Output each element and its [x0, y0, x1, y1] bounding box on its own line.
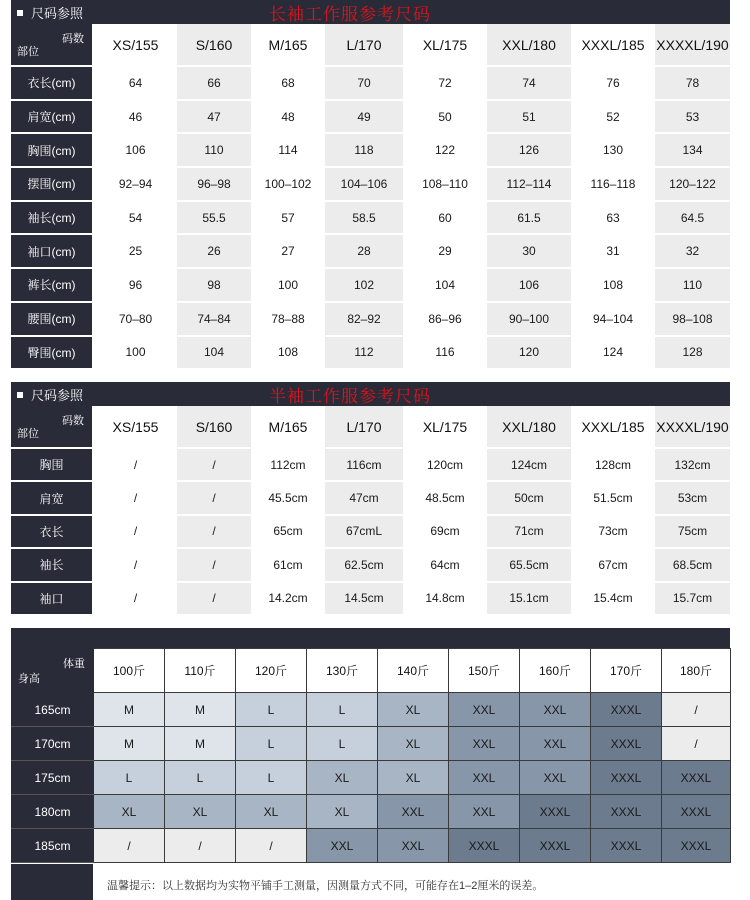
size-header: XXXL/185: [571, 406, 655, 448]
height-label: 170cm: [12, 727, 94, 761]
table-row: [11, 302, 730, 336]
row-label: 衣长: [11, 515, 93, 548]
row-label: 摆围(cm): [11, 167, 93, 201]
table-cell: 52: [571, 100, 655, 134]
table-cell: 94–104: [571, 302, 655, 336]
table-cell: 108: [251, 336, 325, 370]
table-cell: 50: [403, 100, 487, 134]
size-cell: XXXL: [520, 795, 591, 829]
table-row: [11, 582, 730, 615]
section-label: [17, 385, 83, 404]
size-cell: XL: [307, 795, 378, 829]
size-header: XXXXL/190: [655, 24, 730, 66]
long-sleeve-section-bar: [11, 0, 730, 24]
table-cell: 104: [403, 268, 487, 302]
table-row: [11, 234, 730, 268]
table-cell: 60: [403, 201, 487, 235]
height-label: 180cm: [12, 795, 94, 829]
weight-header: 160斤: [520, 649, 591, 693]
table-row: [11, 515, 730, 548]
table-cell: 70–80: [93, 302, 177, 336]
header-row: [11, 24, 730, 66]
table-row: [12, 693, 731, 727]
table-cell: 51: [487, 100, 571, 134]
weight-header: 100斤: [94, 649, 165, 693]
size-cell: L: [165, 761, 236, 795]
size-cell: M: [165, 693, 236, 727]
header-row: [11, 406, 730, 448]
table-cell: 116cm: [325, 448, 403, 481]
corner-cell: [11, 406, 93, 448]
row-label: 裤长(cm): [11, 268, 93, 302]
table-cell: 120: [487, 336, 571, 370]
square-bullet-icon: [17, 392, 23, 398]
table-cell: /: [93, 448, 177, 481]
table-cell: 47: [177, 100, 251, 134]
table-cell: 90–100: [487, 302, 571, 336]
table-cell: 68.5cm: [655, 548, 730, 581]
table-cell: 102: [325, 268, 403, 302]
table-cell: 130: [571, 133, 655, 167]
size-cell: /: [165, 829, 236, 863]
table-row: [11, 201, 730, 235]
table-cell: 122: [403, 133, 487, 167]
table-cell: 78: [655, 66, 730, 100]
section-label: [17, 3, 83, 22]
size-cell: XXL: [449, 727, 520, 761]
table-cell: 64cm: [403, 548, 487, 581]
separator-left: [11, 628, 93, 648]
height-label: 185cm: [12, 829, 94, 863]
size-cell: M: [94, 727, 165, 761]
table-cell: 120cm: [403, 448, 487, 481]
size-cell: XXXL: [662, 829, 731, 863]
row-label: 肩宽(cm): [11, 100, 93, 134]
size-cell: XXXL: [591, 727, 662, 761]
table-cell: /: [177, 448, 251, 481]
table-cell: 128: [655, 336, 730, 370]
table-cell: 15.7cm: [655, 582, 730, 615]
table-cell: /: [177, 548, 251, 581]
size-cell: XXXL: [591, 693, 662, 727]
table-cell: 26: [177, 234, 251, 268]
header-row: [12, 649, 731, 693]
size-header: XXXXL/190: [655, 406, 730, 448]
size-cell: XL: [165, 795, 236, 829]
size-cell: L: [94, 761, 165, 795]
size-cell: XXXL: [591, 829, 662, 863]
size-header: XXL/180: [487, 406, 571, 448]
separator-bar: [93, 628, 730, 648]
row-label: 袖口: [11, 582, 93, 615]
size-cell: XXXL: [662, 795, 731, 829]
table-row: [11, 481, 730, 514]
size-header: XL/175: [403, 406, 487, 448]
size-cell: XXL: [520, 693, 591, 727]
table-cell: 15.1cm: [487, 582, 571, 615]
table-row: [11, 336, 730, 370]
table-cell: 47cm: [325, 481, 403, 514]
short-sleeve-section-bar: [11, 382, 730, 406]
long-sleeve-size-table: [11, 24, 730, 370]
table-cell: /: [177, 515, 251, 548]
row-label: 袖长: [11, 548, 93, 581]
size-cell: /: [662, 727, 731, 761]
section-label-text: 尺码参照: [31, 6, 84, 21]
table-cell: 128cm: [571, 448, 655, 481]
size-cell: XXXL: [591, 761, 662, 795]
height-label: 165cm: [12, 693, 94, 727]
table-cell: /: [93, 481, 177, 514]
table-cell: 61cm: [251, 548, 325, 581]
size-cell: XXXL: [449, 829, 520, 863]
table-cell: 46: [93, 100, 177, 134]
table-cell: 132cm: [655, 448, 730, 481]
table-cell: 55.5: [177, 201, 251, 235]
table-cell: 82–92: [325, 302, 403, 336]
row-label: 臀围(cm): [11, 336, 93, 370]
table-cell: 27: [251, 234, 325, 268]
table-cell: 64: [93, 66, 177, 100]
corner-top-label: 码数: [62, 415, 84, 427]
size-cell: XL: [378, 727, 449, 761]
table-cell: 67cm: [571, 548, 655, 581]
table-cell: 124: [571, 336, 655, 370]
table-row: [12, 795, 731, 829]
table-row: [12, 727, 731, 761]
table-cell: 74: [487, 66, 571, 100]
size-cell: XL: [236, 795, 307, 829]
table-cell: 106: [93, 133, 177, 167]
table-cell: 118: [325, 133, 403, 167]
size-cell: XXL: [378, 795, 449, 829]
table-cell: 63: [571, 201, 655, 235]
weight-header: 150斤: [449, 649, 520, 693]
row-label: 胸围(cm): [11, 133, 93, 167]
size-header: S/160: [177, 24, 251, 66]
weight-header: 130斤: [307, 649, 378, 693]
table-cell: 69cm: [403, 515, 487, 548]
size-cell: XXL: [449, 693, 520, 727]
size-header: XL/175: [403, 24, 487, 66]
row-label: 腰围(cm): [11, 302, 93, 336]
table-cell: 45.5cm: [251, 481, 325, 514]
table-cell: 14.2cm: [251, 582, 325, 615]
size-header: L/170: [325, 24, 403, 66]
table-cell: 116: [403, 336, 487, 370]
table-cell: 74–84: [177, 302, 251, 336]
table-cell: 73cm: [571, 515, 655, 548]
table-cell: 29: [403, 234, 487, 268]
table-row: [11, 100, 730, 134]
table-cell: 92–94: [93, 167, 177, 201]
table-cell: 53: [655, 100, 730, 134]
table-cell: 104–106: [325, 167, 403, 201]
row-label: 袖口(cm): [11, 234, 93, 268]
size-cell: XXL: [520, 761, 591, 795]
short-sleeve-title: 半袖工作服参考尺码: [269, 387, 431, 406]
table-cell: 31: [571, 234, 655, 268]
table-cell: 98–108: [655, 302, 730, 336]
table-cell: 14.8cm: [403, 582, 487, 615]
table-row: [11, 167, 730, 201]
table-cell: 126: [487, 133, 571, 167]
table-cell: 65.5cm: [487, 548, 571, 581]
table-cell: 124cm: [487, 448, 571, 481]
table-cell: 66: [177, 66, 251, 100]
table-cell: 86–96: [403, 302, 487, 336]
table-cell: /: [177, 582, 251, 615]
table-cell: 100: [251, 268, 325, 302]
size-cell: XL: [378, 761, 449, 795]
size-cell: /: [236, 829, 307, 863]
table-cell: 96: [93, 268, 177, 302]
table-cell: 104: [177, 336, 251, 370]
table-cell: 108–110: [403, 167, 487, 201]
table-cell: /: [93, 582, 177, 615]
table-cell: 67cmL: [325, 515, 403, 548]
table-cell: 116–118: [571, 167, 655, 201]
table-cell: 100: [93, 336, 177, 370]
corner-bottom-label: 身高: [18, 673, 40, 685]
table-cell: 108: [571, 268, 655, 302]
table-row: [12, 761, 731, 795]
table-cell: 110: [655, 268, 730, 302]
table-cell: 54: [93, 201, 177, 235]
table-cell: 51.5cm: [571, 481, 655, 514]
table-cell: 49: [325, 100, 403, 134]
table-row: [11, 548, 730, 581]
table-cell: 96–98: [177, 167, 251, 201]
size-cell: L: [236, 761, 307, 795]
table-row: [12, 829, 731, 863]
size-cell: XXL: [449, 795, 520, 829]
size-header: M/165: [251, 24, 325, 66]
size-cell: /: [94, 829, 165, 863]
weight-header: 110斤: [165, 649, 236, 693]
table-cell: 70: [325, 66, 403, 100]
table-cell: 112–114: [487, 167, 571, 201]
size-cell: XXXL: [520, 829, 591, 863]
size-cell: L: [307, 727, 378, 761]
table-cell: 32: [655, 234, 730, 268]
table-cell: 30: [487, 234, 571, 268]
table-cell: 110: [177, 133, 251, 167]
table-cell: 76: [571, 66, 655, 100]
size-header: L/170: [325, 406, 403, 448]
row-label: 衣长(cm): [11, 66, 93, 100]
size-cell: XXXL: [662, 761, 731, 795]
table-cell: 61.5: [487, 201, 571, 235]
table-cell: 72: [403, 66, 487, 100]
weight-header: 140斤: [378, 649, 449, 693]
long-sleeve-title: 长袖工作服参考尺码: [269, 5, 431, 24]
corner-top-label: 码数: [62, 33, 84, 45]
size-cell: L: [307, 693, 378, 727]
section-label-text: 尺码参照: [31, 388, 84, 403]
table-cell: 75cm: [655, 515, 730, 548]
size-cell: XXL: [449, 761, 520, 795]
size-cell: XL: [307, 761, 378, 795]
size-cell: L: [236, 693, 307, 727]
corner-bottom-label: 部位: [17, 46, 39, 58]
table-cell: 114: [251, 133, 325, 167]
size-header: XS/155: [93, 24, 177, 66]
size-cell: /: [662, 693, 731, 727]
height-label: 175cm: [12, 761, 94, 795]
table-cell: 106: [487, 268, 571, 302]
table-cell: /: [93, 548, 177, 581]
table-cell: 48: [251, 100, 325, 134]
table-cell: 25: [93, 234, 177, 268]
corner-bottom-label: 部位: [17, 428, 39, 440]
size-cell: M: [94, 693, 165, 727]
square-bullet-icon: [17, 10, 23, 16]
table-cell: 48.5cm: [403, 481, 487, 514]
size-cell: XXL: [520, 727, 591, 761]
table-cell: 68: [251, 66, 325, 100]
size-cell: XXL: [378, 829, 449, 863]
table-cell: 62.5cm: [325, 548, 403, 581]
table-cell: 120–122: [655, 167, 730, 201]
table-cell: 28: [325, 234, 403, 268]
note-text: 温馨提示：以上数据均为实物平铺手工测量，因测量方式不同，可能存在1–2厘米的误差。: [107, 880, 544, 892]
size-header: XXXL/185: [571, 24, 655, 66]
weight-header: 170斤: [591, 649, 662, 693]
table-cell: 98: [177, 268, 251, 302]
size-cell: XXL: [307, 829, 378, 863]
size-header: XXL/180: [487, 24, 571, 66]
table-cell: 64.5: [655, 201, 730, 235]
note-left-strip: [11, 864, 93, 900]
table-cell: 71cm: [487, 515, 571, 548]
size-cell: XL: [94, 795, 165, 829]
weight-height-size-table: [11, 648, 731, 863]
table-cell: 100–102: [251, 167, 325, 201]
table-row: [11, 66, 730, 100]
table-cell: 112: [325, 336, 403, 370]
size-cell: XL: [378, 693, 449, 727]
note-area: [11, 864, 730, 900]
table-cell: /: [177, 481, 251, 514]
size-cell: L: [236, 727, 307, 761]
table-cell: 14.5cm: [325, 582, 403, 615]
size-header: S/160: [177, 406, 251, 448]
table-cell: 57: [251, 201, 325, 235]
corner-cell: [11, 24, 93, 66]
table-row: [11, 268, 730, 302]
short-sleeve-size-table: [11, 406, 730, 616]
table-cell: 50cm: [487, 481, 571, 514]
weight-header: 180斤: [662, 649, 731, 693]
corner-top-label: 体重: [63, 658, 85, 670]
table-cell: 112cm: [251, 448, 325, 481]
table-cell: 65cm: [251, 515, 325, 548]
row-label: 袖长(cm): [11, 201, 93, 235]
size-header: XS/155: [93, 406, 177, 448]
table-cell: 53cm: [655, 481, 730, 514]
size-cell: M: [165, 727, 236, 761]
row-label: 胸围: [11, 448, 93, 481]
table-row: [11, 448, 730, 481]
weight-header: 120斤: [236, 649, 307, 693]
table-cell: 78–88: [251, 302, 325, 336]
table-cell: 15.4cm: [571, 582, 655, 615]
size-header: M/165: [251, 406, 325, 448]
corner-cell: [12, 649, 94, 693]
table-row: [11, 133, 730, 167]
row-label: 肩宽: [11, 481, 93, 514]
size-cell: XXXL: [591, 795, 662, 829]
table-cell: 134: [655, 133, 730, 167]
table-cell: 58.5: [325, 201, 403, 235]
table-cell: /: [93, 515, 177, 548]
